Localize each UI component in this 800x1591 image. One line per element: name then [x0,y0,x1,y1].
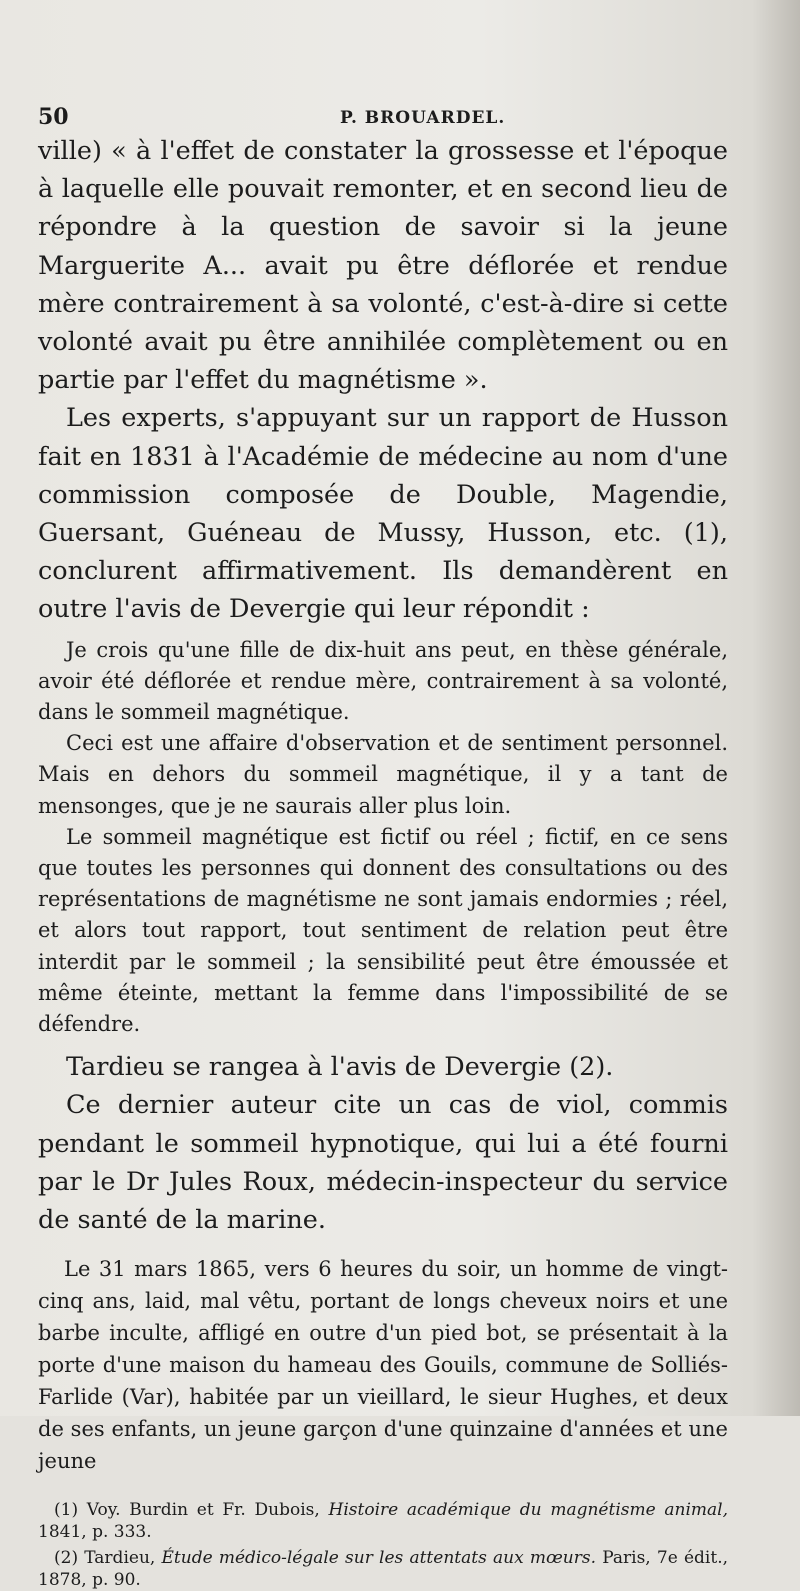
footnote-1-title: Histoire académique du magnétisme animal, [328,1500,728,1521]
footnotes [38,1499,728,1591]
quote-paragraph: Je crois qu'une fille de dix-huit ans peut, en thèse générale, avoir été déflorée et rendue mère, contrairement à sa volonté, dans le sommeil magnétique. [38,637,728,725]
footnote-1-prefix: (1) Voy. Burdin et Fr. Dubois, [54,1500,320,1521]
footnote-2-prefix: (2) Tardieu, [54,1548,156,1569]
case-report: Le 31 mars 1865, vers 6 heures du soir, un homme de vingt-cinq ans, laid, mal vêtu, portant de longs cheveux noirs et une barbe inculte, affligé en outre d'un pied bot, se présentait à la porte d'une maison du hameau des Gouils, commune de Solliés-Farlide (Var), habitée par un vieillard, le sieur Hughes, et deux de ses enfants, un jeune garçon d'une quinzaine d'années et une jeune [38,1257,728,1474]
footnote-1 [38,1499,728,1543]
running-head-author: P. BROUARDEL. [340,108,506,128]
quote-paragraph: Le sommeil magnétique est fictif ou réel ; fictif, en ce sens que toutes les personnes qui donnent des consultations ou des représentations de magnétisme ne sont jamais endormies ; réel, et alors tout rapport, tout sentiment de relation peut être interdit par le sommeil ; la sensibilité peut être émoussée et même éteinte, mettant la femme dans l'impossibilité de se défendre. [38,824,728,1037]
page-number: 50 [38,104,69,130]
footnote-2 [38,1547,728,1591]
running-head [38,96,728,136]
footnote-1-suffix: 1841, p. 333. [38,1522,152,1543]
devergie-quote [38,635,728,1041]
quote-paragraph: Ceci est une affaire d'observation et de sentiment personnel. Mais en dehors du sommeil magnétique, il y a tant de mensonges, que je ne saurais aller plus loin. [38,731,728,818]
paragraph-tardieu: Tardieu se rangea à l'avis de Devergie (2). [66,1052,614,1083]
paragraph-continuation: ville) « à l'effet de constater la grossesse et l'époque à laquelle elle pouvait remonter, et en second lieu de répondre à la question de savoir si la jeune Marguerite A... avait pu être déflorée et rendue mère contrairement à sa volonté, c'est-à-dire si cette volonté avait pu être annihilée complètement ou en partie par l'effet du magnétisme ». [38,136,728,396]
footnote-2-title: Étude médico-légale sur les attentats aux mœurs. [161,1548,596,1569]
footnote-2-suffix: Paris, 7e édit., 1878, p. 90. [38,1548,728,1591]
paragraph-case-intro: Ce dernier auteur cite un cas de viol, commis pendant le sommeil hypnotique, qui lui a été fourni par le Dr Jules Roux, médecin-inspecteur du service de santé de la marine. [38,1090,728,1236]
paragraph-experts: Les experts, s'appuyant sur un rapport de Husson fait en 1831 à l'Académie de médecine au nom d'une commission composée de Double, Magendie, Guersant, Guéneau de Mussy, Husson, etc. (1), conclurent affirmativement. Ils demandèrent en outre l'avis de Devergie qui leur répondit : [38,403,728,625]
